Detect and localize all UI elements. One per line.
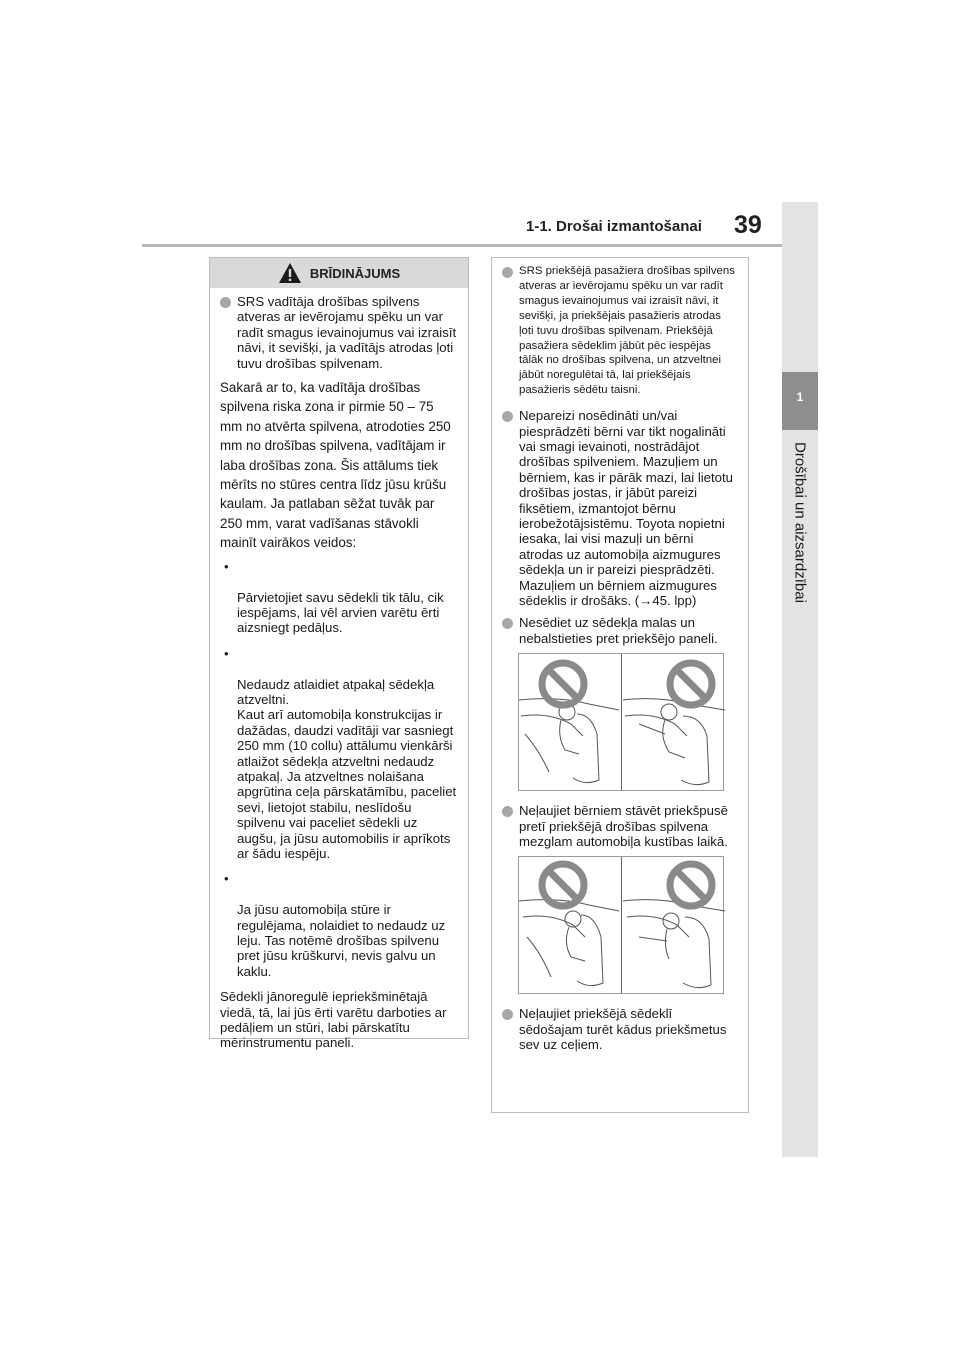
- warning-bullet-driver-airbag: [220, 294, 458, 371]
- bullet-child-standing: [502, 803, 738, 849]
- bullet-dot: [502, 267, 513, 278]
- chapter-side-tab: [782, 202, 818, 1157]
- bullet-dot: [220, 297, 231, 308]
- sub-item-marker: •: [224, 871, 229, 887]
- warning-heading: BRĪDINĀJUMS: [309, 265, 401, 281]
- warning-content: [210, 288, 468, 1051]
- sub-item-text: Pārvietojiet savu sēdekli tik tālu, cik iespējams, lai vēl arvien varētu ērti aizsniegt pedāļus.: [237, 589, 444, 636]
- right-warning-box: [491, 257, 749, 1113]
- bullet-text: Neļaujiet bērniem stāvēt priekšpusē pretī priekšējā drošības spilvena mezglam automobiļa kustības laikā.: [519, 803, 728, 850]
- bullet-objects-on-lap: [502, 1006, 738, 1052]
- header-rule: [142, 244, 782, 247]
- page-number: 39: [734, 211, 762, 239]
- bullet-dot: [502, 618, 513, 629]
- sub-item-marker: •: [224, 558, 229, 574]
- chapter-number: 1: [796, 390, 804, 404]
- prohibition-sign-right: [670, 864, 712, 906]
- warning-box: [209, 257, 469, 1051]
- prohibition-sign-left: [542, 663, 584, 705]
- warning-sub-item-seat: [220, 559, 458, 636]
- bullet-text: Nesēdiet uz sēdekļa malas un nebalstieties pret priekšējo paneli.: [519, 615, 718, 646]
- bullet-dot: [502, 1009, 513, 1020]
- sub-item-text: Ja jūsu automobiļa stūre ir regulējama, nolaidiet to nedaudz uz leju. Tas notēmē drošības spilvenu pret jūsu krūškurvi, nevis galvu un kaklu.: [237, 902, 446, 979]
- car-interior-illustration: [519, 857, 725, 995]
- warning-triangle-icon: [278, 262, 302, 284]
- prohibition-sign-right: [670, 663, 712, 705]
- sub-item-marker: •: [224, 645, 229, 661]
- warning-header: [210, 258, 468, 288]
- warning-sub-item-steering: [220, 871, 458, 979]
- illustration-divider: [621, 857, 622, 993]
- warning-closing: Sēdekli jānoregulē iepriekšminētajā viedā, tā, lai jūs ērti varētu darboties ar pedāļiem un stūri, labi pārskatītu mērinstrumentu paneli.: [220, 989, 447, 1051]
- illustration-seated-wrong: [518, 653, 724, 791]
- bullet-seat-edge: [502, 615, 738, 646]
- illustration-divider: [621, 654, 622, 790]
- illustration-child-standing: [518, 856, 724, 994]
- warning-sub-item-backrest: [220, 646, 458, 862]
- bullet-text: SRS vadītāja drošības spilvens atveras ar ievērojamu spēku un var radīt smagus ievainojumus vai izraisīt nāvi, it sevišķi, ja vadītājs atrodas ļoti tuvu drošības spilvenam.: [237, 294, 457, 371]
- bullet-dot: [502, 806, 513, 817]
- sub-item-text: Nedaudz atlaidiet atpakaļ sēdekļa atzveltni. Kaut arī automobiļa konstrukcijas ir dažādas, daudzi vadītāji var sasniegt 250 mm (10 collu) attālumu vienkārši atlaižot sēdekļa atzveltni nedaudz atpakaļ. Ja atzveltnes nolaišana apgrūtina ceļa pārskatāmību, paceliet sevi, lietojot stabilu, neslīdošu spilvenu vai paceliet sēdekli uz augšu, ja jūsu automobilis ir aprīkots ar šādu iespēju.: [237, 676, 457, 861]
- bullet-child-restraint: [502, 408, 738, 608]
- right-content: [492, 258, 748, 1053]
- prohibition-sign-left: [542, 864, 584, 906]
- bullet-text: SRS priekšējā pasažiera drošības spilvens atveras ar ievērojamu spēku un var radīt smagus ievainojumus vai izraisīt nāvi, it sevišķi, ja priekšējais pasažieris atrodas ļoti tuvu drošības spilvenam. Priekšējā pasažiera sēdeklim jābūt pēc iespējas tālāk no drošības spilvena, un atzveltnei jābūt noregulētai tā, lai priekšējais pasažieris sēdētu taisni.: [519, 265, 735, 397]
- section-title: 1-1. Drošai izmantošanai: [526, 218, 702, 235]
- car-interior-illustration: [519, 654, 725, 792]
- bullet-text: Neļaujiet priekšējā sēdeklī sēdošajam turēt kādus priekšmetus sev uz ceļiem.: [519, 1006, 727, 1053]
- bullet-dot: [502, 411, 513, 422]
- warning-paragraph: Sakarā ar to, ka vadītāja drošības spilvena riska zona ir pirmie 50 – 75 mm no atvērta spilvena, atrodoties 250 mm no drošības spilvena, vadītājam ir laba drošības zona. Šis attālums tiek mērīts no stūres centra līdz jūsu krūšu kaulam. Ja patlaban sēžat tuvāk par 250 mm, varat vadīšanas stāvokli mainīt vairākos veidos:: [220, 380, 451, 551]
- chapter-title: Drošībai un aizsardzībai: [791, 442, 809, 603]
- bullet-text: Nepareizi nosēdināti un/vai piesprādzēti bērni var tikt nogalināti vai smagi ievainoti, nostrādājot drošības spilveniem. Mazuļiem un bērniem, kas ir pārāk mazi, lai lietotu drošības jostas, ir jābūt pareizi fiksētiem, izmantojot bērnu ierobežotājsistēmu. Toyota nopietni iesaka, lai visi mazuļi un bērni atrodas uz automobiļa aizmugures sēdekļa un ir pareizi piesprādzēti. Mazuļiem un bērniem aizmugures sēdeklis ir drošāks. (→45. lpp): [519, 408, 734, 609]
- bullet-passenger-airbag: [502, 264, 738, 398]
